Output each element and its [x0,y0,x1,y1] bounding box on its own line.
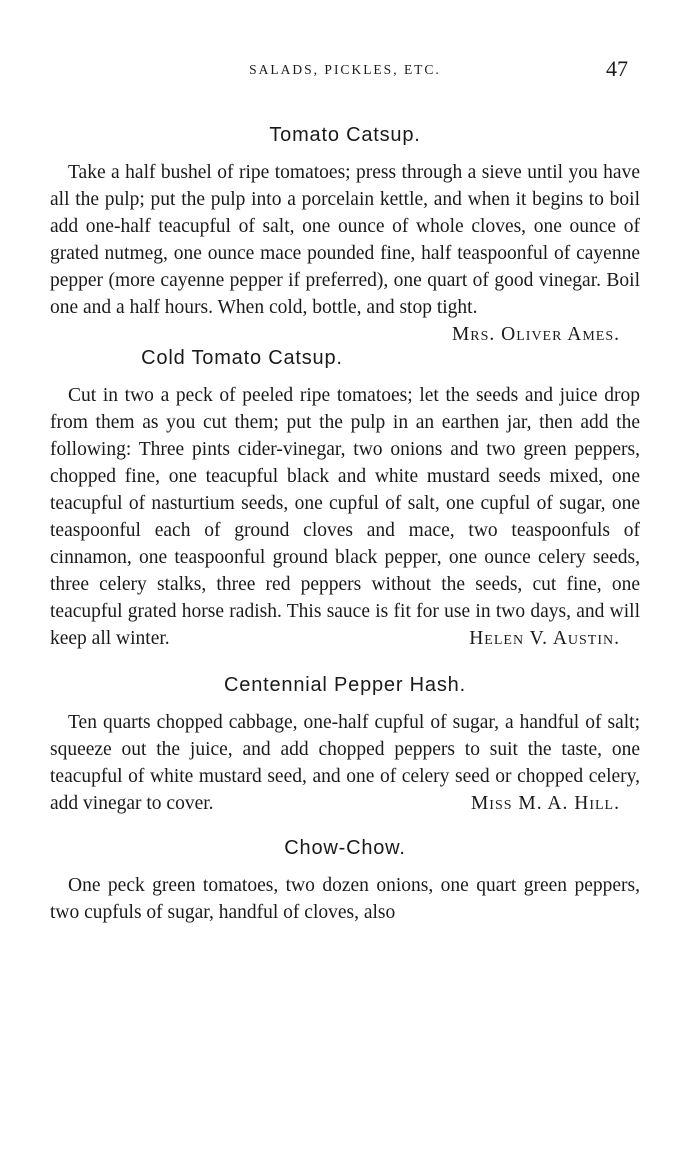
recipe-chow-chow [50,837,640,926]
recipe-body [50,159,640,345]
running-header [50,52,640,82]
recipe-body [50,382,640,652]
recipe-author: Miss M. A. Hill. [470,793,620,814]
recipe-text: One peck green tomatoes, two dozen onions, one quart green peppers, two cupfuls of sugar, handful of cloves, also [50,875,640,923]
recipe-body [50,709,640,817]
book-page [50,52,640,926]
recipe-title: Centennial Pepper Hash. [224,674,466,696]
recipe-title: Chow-Chow. [284,837,406,859]
recipe-text: Take a half bushel of ripe tomatoes; press through a sieve until you have all the pulp; put the pulp into a porcelain kettle, and when it begins to boil add one-half teacupful of salt, one ounce of whole cloves, one ounce of grated nutmeg, one ounce mace pounded fine, half teaspoonful of cayenne pepper (more cayenne pepper if preferred), one quart of good vinegar. Boil one and a half hours. When cold, bottle, and stop tight. [50,162,640,318]
recipe-text: Ten quarts chopped cabbage, one-half cupful of sugar, a handful of salt; squeeze out the juice, and add chopped peppers to suit the taste, one teacupful of white mustard seed, and one of celery seed or chopped celery, add vinegar to cover. [50,712,640,814]
recipe-text: Cut in two a peck of peeled ripe tomatoes; let the seeds and juice drop from them as you cut them; put the pulp in an earthen jar, then add the following: Three pints cider-vinegar, two onions and two green peppers, chopped fine, one teacupful black and white mustard seeds mixed, one teacupful of nasturtium seeds, one cupful of salt, one cupful of sugar, one teaspoonful each of ground cloves and mace, two teaspoonfuls of cinnamon, one teaspoonful ground black pepper, one ounce celery seeds, three celery stalks, three red peppers without the seeds, cut fine, one teacupful grated horse radish. This sauce is fit for use in two days, and will keep all winter. [50,385,640,649]
page-number: 47 [606,56,628,81]
recipe-title: Cold Tomato Catsup. [141,347,343,369]
recipe-cold-tomato-catsup [50,347,640,652]
recipe-tomato-catsup [50,124,640,345]
recipe-title: Tomato Catsup. [269,124,421,146]
recipe-body [50,872,640,926]
recipe-author: Mrs. Oliver Ames. [451,324,620,345]
recipe-author: Helen V. Austin. [469,628,620,649]
recipe-centennial-pepper-hash [50,674,640,817]
running-title: SALADS, PICKLES, ETC. [249,62,441,77]
